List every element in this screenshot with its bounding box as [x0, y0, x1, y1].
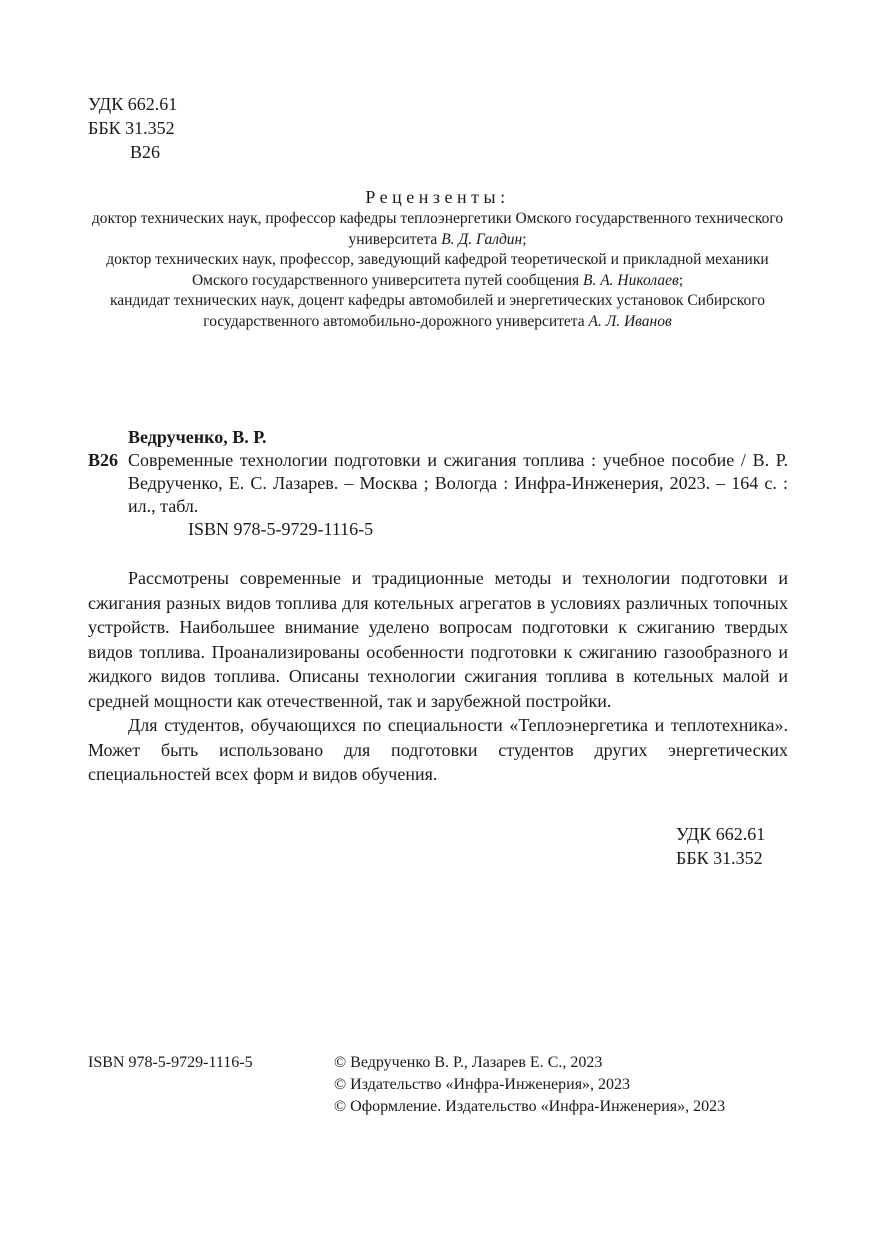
bbk-code: ББК 31.352 [676, 848, 763, 868]
record-row [88, 449, 788, 518]
record-author: Ведрученко, В. Р. [128, 427, 267, 447]
author-mark: В26 [130, 142, 161, 162]
annotation [88, 566, 788, 787]
annotation-paragraph: Рассмотрены современные и традиционные методы и технологии подготовки и сжигания разных видов топлива для котельных агрегатов в условиях различных топочных устройств. Наибольшее внимание уделено вопросам подготовки к сжиганию твердых видов топлива. Проанализированы особенности подготовки к сжиганию газообразного и жидкого видов топлива. Описаны технологии сжигания топлива в котельных малой и средней мощности как отечественной, так и зарубежной постройки. [88, 568, 788, 711]
reviewers-title: Рецензенты: [365, 187, 510, 207]
record-isbn: ISBN 978-5-9729-1116-5 [188, 519, 374, 539]
copyright-line: © Оформление. Издательство «Инфра-Инженерия», 2023 [334, 1098, 726, 1115]
copyright-block [334, 1052, 725, 1118]
udc-code: УДК 662.61 [88, 94, 178, 114]
annotation-paragraph: Для студентов, обучающихся по специальности «Теплоэнергетика и теплотехника». Может быть использовано для подготовки студентов других энергетических специальностей всех форм и видов обучения. [88, 715, 788, 784]
copyright-line: © Издательство «Инфра-Инженерия», 2023 [334, 1076, 631, 1093]
bibliographic-record [88, 426, 788, 541]
reviewer-entry: кандидат технических наук, доцент кафедры автомобилей и энергетических установок Сибирского государственного автомобильно-дорожного университета А. Л. Иванов [110, 292, 765, 330]
classification-codes [88, 92, 177, 164]
copyright-line: © Ведрученко В. Р., Лазарев Е. С., 2023 [334, 1054, 603, 1071]
reviewers-block [80, 186, 795, 332]
reviewer-name: А. Л. Иванов [588, 312, 672, 330]
record-description: Современные технологии подготовки и сжигания топлива : учебное пособие / В. Р. Ведрученко, Е. С. Лазарев. – Москва ; Вологда : Инфра-Инженерия, 2023. – 164 с. : ил., табл. [128, 450, 788, 516]
reviewer-name: В. А. Николаев [583, 271, 679, 289]
reviewer-name: В. Д. Галдин [441, 230, 523, 248]
udc-code: УДК 662.61 [676, 824, 766, 844]
footer-isbn: ISBN 978-5-9729-1116-5 [88, 1054, 253, 1071]
record-code: В26 [88, 450, 119, 470]
bbk-code: ББК 31.352 [88, 118, 175, 138]
classification-codes-repeat [676, 822, 765, 870]
reviewer-entry: доктор технических наук, профессор, заведующий кафедрой теоретической и прикладной механики Омского государственного университета путей сообщения В. А. Николаев; [106, 251, 769, 289]
reviewer-entry: доктор технических наук, профессор кафедры теплоэнергетики Омского государственного технического университета В. Д. Галдин; [91, 210, 784, 248]
